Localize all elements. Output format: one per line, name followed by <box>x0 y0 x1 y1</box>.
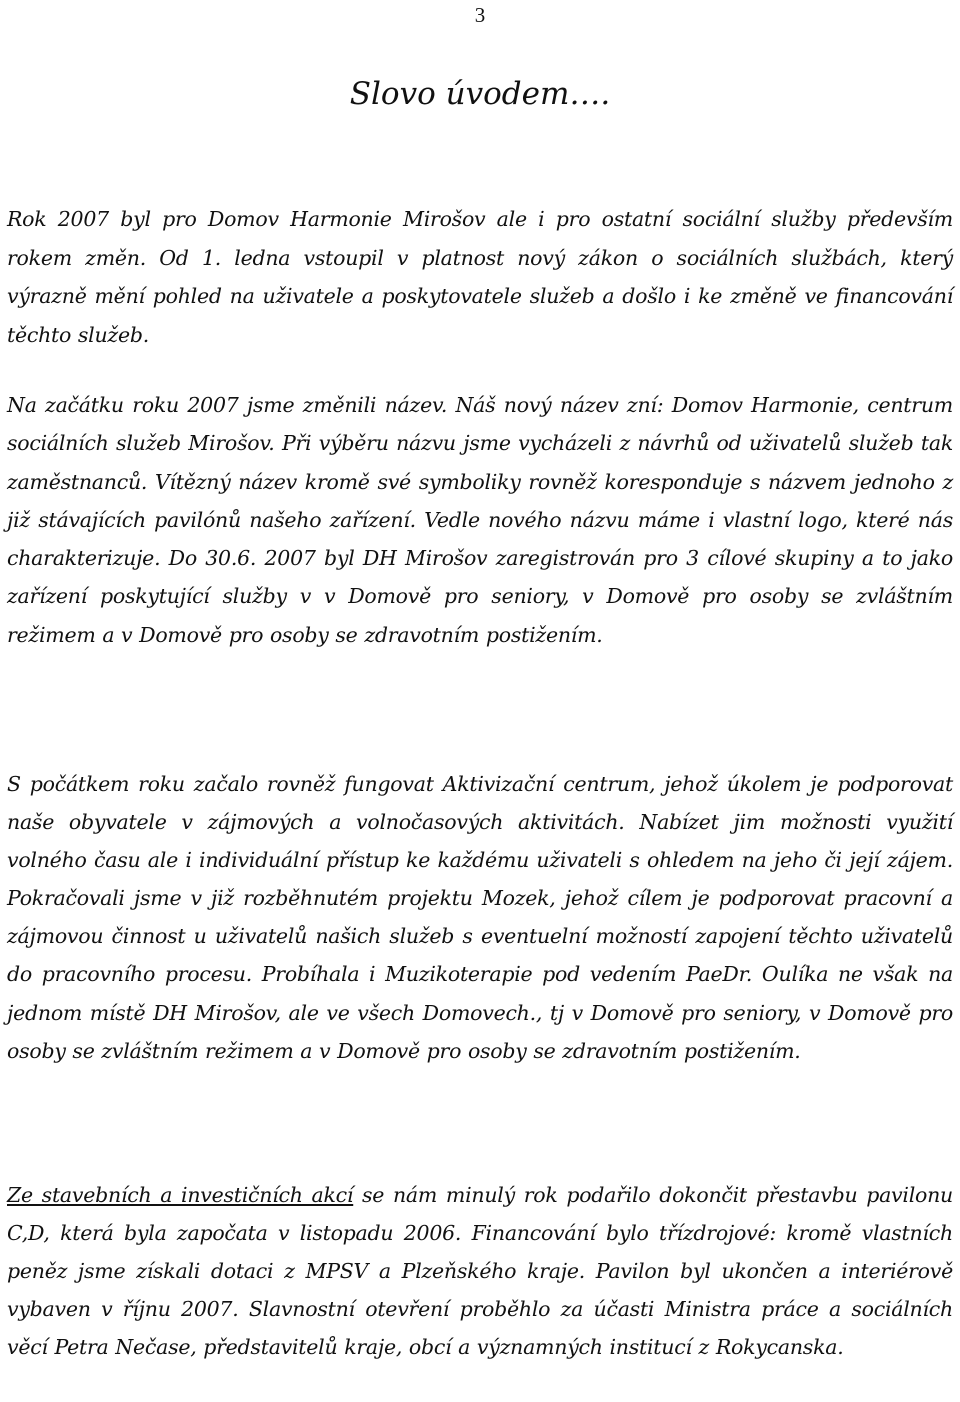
paragraph-construction <box>7 1177 953 1367</box>
construction-text: se nám minulý rok podařilo dokončit přestavbu pavilonu C,D, která byla započata v listopadu 2006. Financování bylo třízdrojové: kromě vlastních peněz jsme získali dotaci z MPSV a Plzeňského kraje. Pavilon byl ukončen a interiérově vybaven v říjnu 2007. Slavnostní otevření proběhlo za účasti Ministra práce a sociálních věcí Petra Nečase, představitelů kraje, obcí a významných institucí z Rokycanska. <box>7 1183 953 1359</box>
construction-heading-underlined: Ze stavebních a investičních akcí <box>7 1183 354 1207</box>
paragraph-activity-center: S počátkem roku začalo rovněž fungovat Aktivizační centrum, jehož úkolem je podporovat naše obyvatele v zájmových a volnočasových aktivitách. Nabízet jim možnosti využití volného času ale i individuální přístup ke každému uživateli s ohledem na jeho či její zájem. Pokračovali jsme v již rozběhnutém projektu Mozek, jehož cílem je podporovat pracovní a zájmovou činnost u uživatelů našich služeb s eventuelní možností zapojení těchto uživatelů do pracovního procesu. Probíhala i Muzikoterapie pod vedením PaeDr. Oulíka ne však na jednom místě DH Mirošov, ale ve všech Domovech., tj v Domově pro seniory, v Domově pro osoby se zvláštním režimem a v Domově pro osoby se zdravotním postižením. <box>7 772 953 1063</box>
page-number: 3 <box>474 3 486 27</box>
paragraph-intro: Rok 2007 byl pro Domov Harmonie Mirošov ale i pro ostatní sociální služby především rokem změn. Od 1. ledna vstoupil v platnost nový zákon o sociálních službách, který výrazně mění pohled na uživatele a poskytovatele služeb a došlo i ke změně ve financování těchto služeb. <box>7 207 953 347</box>
page-title: Slovo úvodem…. <box>349 76 611 112</box>
paragraph-name-change: Na začátku roku 2007 jsme změnili název. Náš nový název zní: Domov Harmonie, centrum sociálních služeb Mirošov. Při výběru názvu jsme vycházeli z návrhů od uživatelů služeb tak zaměstnanců. Vítězný název kromě své symboliky rovněž koresponduje s názvem jednoho z již stávajících pavilónů našeho zařízení. Vedle nového názvu máme i vlastní logo, které nás charakterizuje. Do 30.6. 2007 byl DH Mirošov zaregistrován pro 3 cílové skupiny a to jako zařízení poskytující služby v v Domově pro seniory, v Domově pro osoby se zvláštním režimem a v Domově pro osoby se zdravotním postižením. <box>7 393 953 647</box>
